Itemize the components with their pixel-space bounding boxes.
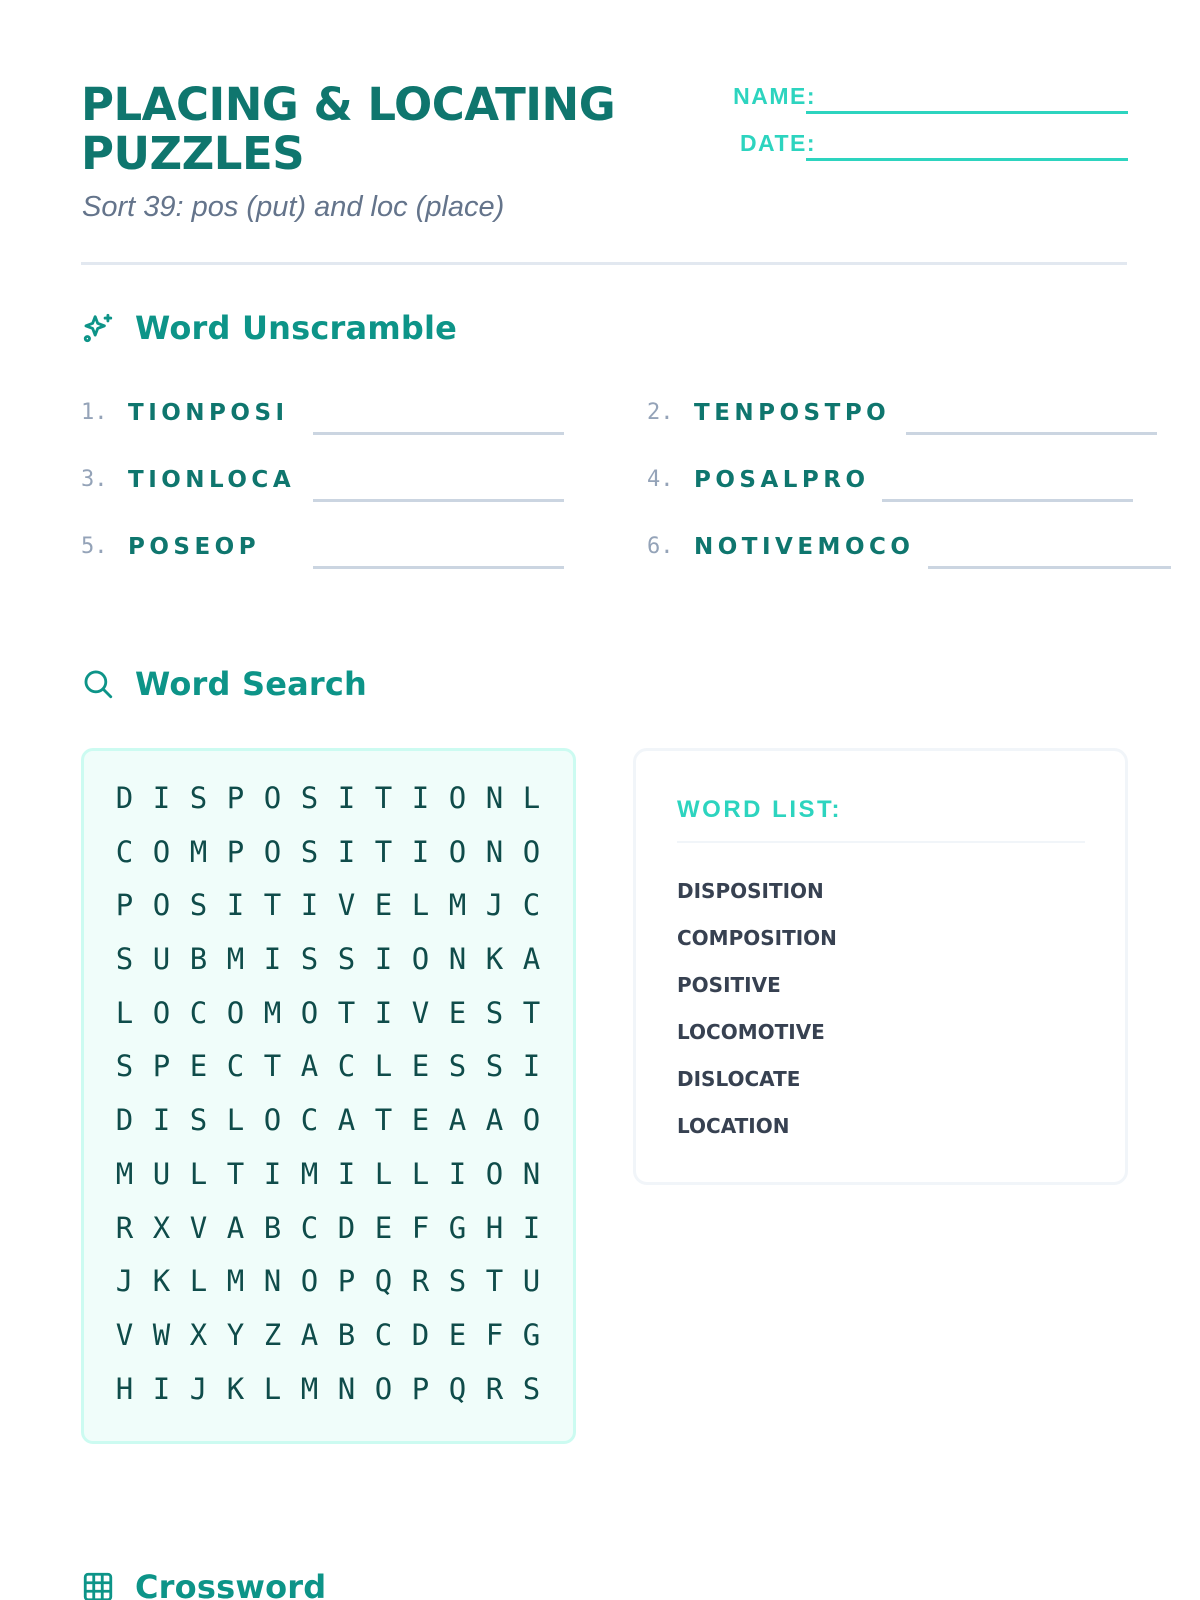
grid-cell[interactable]: V [337,888,356,923]
grid-cell[interactable]: I [300,888,319,923]
grid-cell[interactable]: A [485,1103,504,1138]
grid-cell[interactable]: T [374,1103,393,1138]
grid-cell[interactable]: L [411,1156,430,1191]
grid-cell[interactable]: O [263,834,282,869]
word-search-grid[interactable] [81,748,576,1444]
page-title: PLACING & LOCATING PUZZLES [81,78,616,180]
grid-cell[interactable]: L [263,1371,282,1406]
grid-cell[interactable]: O [300,995,319,1030]
grid-cell[interactable]: S [485,995,504,1030]
unscramble-heading [81,308,457,348]
item-number: 2. [647,400,674,425]
grid-cell[interactable]: S [189,781,208,815]
grid-cell[interactable]: I [411,834,430,869]
grid-cell[interactable]: A [300,1049,319,1084]
grid-cell[interactable]: M [226,942,245,977]
grid-cell[interactable]: E [411,1103,430,1138]
grid-cell[interactable]: N [485,834,504,869]
grid-cell[interactable]: O [411,942,430,977]
grid-cell[interactable]: T [226,1156,245,1191]
grid-cell[interactable]: F [411,1210,430,1245]
header-divider [81,262,1127,265]
grid-cell[interactable]: E [448,1317,467,1352]
grid-cell[interactable]: V [411,995,430,1030]
grid-cell[interactable]: P [152,1049,171,1084]
grid-cell[interactable]: Z [263,1317,282,1352]
grid-cell[interactable]: I [152,781,171,815]
grid-cell[interactable]: Q [448,1371,467,1406]
grid-cell[interactable]: I [448,1156,467,1191]
grid-cell[interactable]: I [263,1156,282,1191]
grid-cell[interactable]: S [448,1049,467,1084]
grid-cell[interactable]: N [485,781,504,815]
grid-cell[interactable]: O [300,1264,319,1299]
grid-cell[interactable]: O [152,888,171,923]
sparkles-icon [81,311,115,345]
grid-cell[interactable]: I [337,781,356,815]
grid-cell[interactable]: L [189,1264,208,1299]
item-number: 6. [647,534,674,559]
answer-line[interactable] [928,566,1171,569]
grid-cell[interactable]: C [300,1210,319,1245]
grid-cell[interactable]: S [522,1371,541,1406]
grid-cell[interactable]: S [115,942,134,977]
grid-cell[interactable]: S [337,942,356,977]
grid-cell[interactable]: C [226,1049,245,1084]
grid-cell[interactable]: J [115,1264,134,1299]
grid-cell[interactable]: T [263,888,282,923]
grid-cell[interactable]: L [411,888,430,923]
grid-cell[interactable]: X [189,1317,208,1352]
word-list-title: WORD LIST: [677,796,842,823]
scrambled-word: NOTIVEMOCO [694,534,915,560]
grid-cell[interactable]: L [374,1156,393,1191]
word-list-panel [633,748,1128,1185]
item-number: 4. [647,467,674,492]
grid-cell[interactable]: O [152,995,171,1030]
answer-line[interactable] [313,432,564,435]
crossword-title: Crossword [135,1568,327,1600]
word-search-heading [81,664,367,704]
page-subtitle: Sort 39: pos (put) and loc (place) [82,191,505,223]
grid-cell[interactable]: T [263,1049,282,1084]
grid-cell[interactable]: X [152,1210,171,1245]
word-list-item: DISLOCATE [677,1067,801,1091]
word-list-item: POSITIVE [677,973,781,997]
grid-cell[interactable]: S [300,834,319,869]
scrambled-word: TIONPOSI [128,400,289,426]
grid-cell[interactable]: N [337,1371,356,1406]
grid-cell[interactable]: I [411,781,430,815]
grid-cell[interactable]: U [152,1156,171,1191]
grid-cell[interactable]: M [226,1264,245,1299]
word-list-item: DISPOSITION [677,879,824,903]
word-search-title: Word Search [135,665,368,703]
grid-cell[interactable]: P [337,1264,356,1299]
grid-cell[interactable]: H [115,1371,134,1406]
grid-cell[interactable]: O [485,1156,504,1191]
grid-cell[interactable]: Y [226,1317,245,1352]
grid-cell[interactable]: T [485,1264,504,1299]
grid-cell[interactable]: C [337,1049,356,1084]
grid-cell[interactable]: M [448,888,467,923]
grid-cell[interactable]: P [226,781,245,815]
grid-cell[interactable]: B [337,1317,356,1352]
item-number: 1. [81,400,108,425]
grid-cell[interactable]: A [522,942,541,977]
grid-cell[interactable]: M [300,1156,319,1191]
grid-cell[interactable]: E [448,995,467,1030]
grid-cell[interactable]: I [337,1156,356,1191]
grid-cell[interactable]: E [189,1049,208,1084]
grid-cell[interactable]: S [300,942,319,977]
grid-cell[interactable]: T [522,995,541,1030]
grid-cell[interactable]: L [189,1156,208,1191]
grid-cell[interactable]: G [448,1210,467,1245]
grid-cell[interactable]: S [300,781,319,815]
grid-cell[interactable]: P [411,1371,430,1406]
grid-cell[interactable]: S [189,1103,208,1138]
grid-cell[interactable]: N [522,1156,541,1191]
grid-cell[interactable]: M [115,1156,134,1191]
word-list-divider [677,841,1085,843]
scrambled-word: POSALPRO [694,467,870,493]
grid-icon [81,1570,115,1600]
grid-cell[interactable]: C [115,834,134,869]
grid-cell[interactable]: J [189,1371,208,1406]
answer-line[interactable] [313,566,564,569]
grid-cell[interactable]: O [374,1371,393,1406]
grid-cell[interactable]: K [226,1371,245,1406]
grid-cell[interactable]: I [522,1049,541,1084]
date-label: DATE: [739,130,816,156]
grid-cell[interactable]: F [485,1317,504,1352]
word-list [677,879,837,1161]
grid-cell[interactable]: U [522,1264,541,1299]
grid-cell[interactable]: R [411,1264,430,1299]
grid-cell[interactable]: H [485,1210,504,1245]
grid-cell[interactable]: L [226,1103,245,1138]
grid-cell[interactable]: E [411,1049,430,1084]
grid-cell[interactable]: I [263,942,282,977]
grid-cell[interactable]: B [263,1210,282,1245]
grid-cell[interactable]: S [485,1049,504,1084]
grid-cell[interactable]: A [226,1210,245,1245]
grid-cell[interactable]: Q [374,1264,393,1299]
grid-cell[interactable]: I [374,942,393,977]
grid-cell[interactable]: E [374,888,393,923]
name-line[interactable] [806,111,1128,114]
grid-cell[interactable]: K [152,1264,171,1299]
grid-cell[interactable]: V [115,1317,134,1352]
grid-cell[interactable]: A [448,1103,467,1138]
grid-cell[interactable]: I [522,1210,541,1245]
grid-cell[interactable]: O [448,834,467,869]
grid-cell[interactable]: U [152,942,171,977]
grid-cell[interactable]: S [448,1264,467,1299]
grid-cell[interactable]: E [374,1210,393,1245]
grid-cell[interactable]: M [263,995,282,1030]
grid-cell[interactable]: C [374,1317,393,1352]
word-list-item: COMPOSITION [677,926,837,950]
grid-cell[interactable]: O [522,1103,541,1138]
grid-cell[interactable]: L [374,1049,393,1084]
grid-cell[interactable]: O [226,995,245,1030]
letter-grid[interactable] [106,781,550,1425]
grid-cell[interactable]: M [300,1371,319,1406]
grid-cell[interactable]: I [152,1103,171,1138]
grid-cell[interactable]: R [115,1210,134,1245]
grid-cell[interactable]: K [485,942,504,977]
grid-cell[interactable]: I [337,834,356,869]
grid-cell[interactable]: P [226,834,245,869]
grid-cell[interactable]: C [189,995,208,1030]
date-line[interactable] [806,158,1128,161]
grid-cell[interactable]: C [522,888,541,923]
search-icon [81,667,115,701]
grid-cell[interactable]: O [263,781,282,815]
scrambled-word: TENPOSTPO [694,400,891,426]
grid-cell[interactable]: V [189,1210,208,1245]
grid-cell[interactable]: I [226,888,245,923]
grid-cell[interactable]: T [337,995,356,1030]
grid-cell[interactable]: A [337,1103,356,1138]
item-number: 5. [81,534,108,559]
date-field[interactable] [690,121,1130,161]
grid-cell[interactable]: D [115,781,134,815]
name-label: NAME: [733,83,816,109]
answer-line[interactable] [906,432,1157,435]
grid-cell[interactable]: L [522,781,541,815]
grid-cell[interactable]: L [115,995,134,1030]
answer-line[interactable] [882,499,1133,502]
grid-cell[interactable]: S [189,888,208,923]
grid-cell[interactable]: A [300,1317,319,1352]
name-field[interactable] [690,74,1130,114]
grid-cell[interactable]: S [115,1049,134,1084]
item-number: 3. [81,467,108,492]
grid-cell[interactable]: B [189,942,208,977]
scrambled-word: POSEOP [128,534,261,560]
crossword-heading [81,1567,326,1600]
grid-cell[interactable]: O [263,1103,282,1138]
grid-cell[interactable]: N [263,1264,282,1299]
grid-cell[interactable]: O [448,781,467,815]
word-list-item: LOCATION [677,1114,790,1138]
grid-cell[interactable]: D [115,1103,134,1138]
grid-cell[interactable]: O [152,834,171,869]
grid-cell[interactable]: C [300,1103,319,1138]
grid-cell[interactable]: M [189,834,208,869]
grid-cell[interactable]: T [374,781,393,815]
grid-cell[interactable]: T [374,834,393,869]
grid-cell[interactable]: G [522,1317,541,1352]
grid-cell[interactable]: R [485,1371,504,1406]
grid-cell[interactable]: O [522,834,541,869]
grid-cell[interactable]: W [152,1317,171,1352]
scrambled-word: TIONLOCA [128,467,296,493]
answer-line[interactable] [313,499,564,502]
word-list-item: LOCOMOTIVE [677,1020,825,1044]
grid-cell[interactable]: D [337,1210,356,1245]
grid-cell[interactable]: I [152,1371,171,1406]
grid-cell[interactable]: N [448,942,467,977]
grid-cell[interactable]: I [374,995,393,1030]
unscramble-title: Word Unscramble [135,309,458,347]
grid-cell[interactable]: P [115,888,134,923]
grid-cell[interactable]: D [411,1317,430,1352]
grid-cell[interactable]: J [485,888,504,923]
